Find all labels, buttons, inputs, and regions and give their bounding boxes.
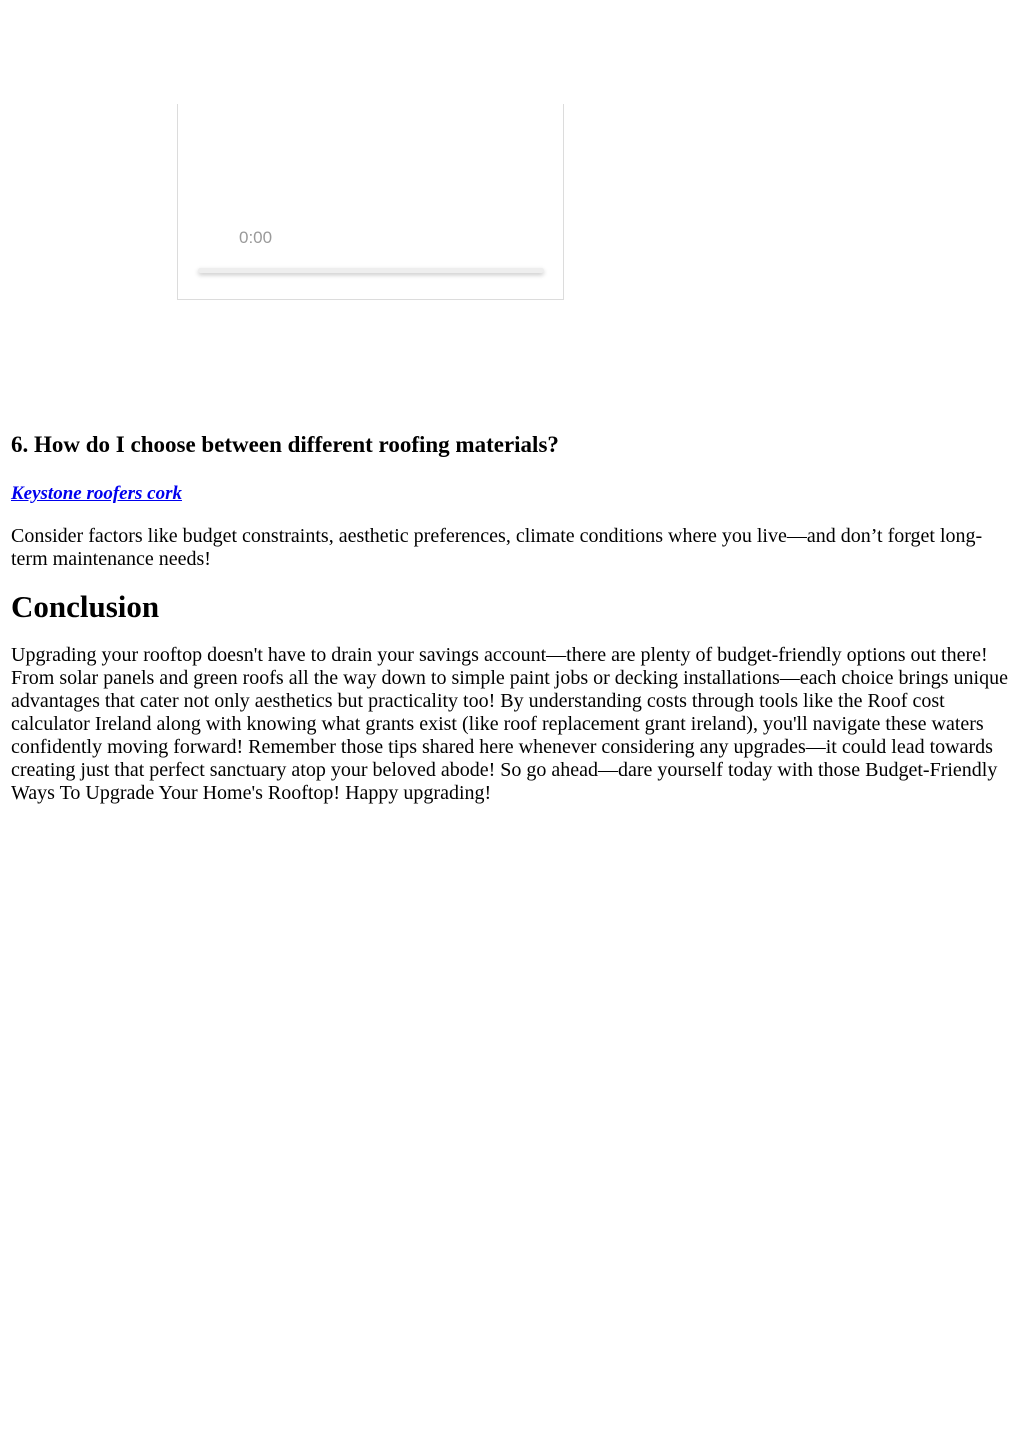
audio-player[interactable] (177, 104, 564, 300)
keystone-roofers-link[interactable]: Keystone roofers cork (11, 483, 182, 504)
media-current-time: 0:00 (239, 228, 273, 247)
faq-link-paragraph (11, 482, 1016, 505)
article-content (11, 431, 1016, 805)
faq-answer: Consider factors like budget constraints, aesthetic preferences, climate conditions where you live—and don’t forget long-term maintenance needs! (11, 525, 983, 570)
faq-question-heading: 6. How do I choose between different roofing materials? (11, 432, 559, 457)
media-progress-bar[interactable] (198, 268, 544, 273)
conclusion-paragraph: Upgrading your rooftop doesn't have to drain your savings account—there are plenty of budget-friendly options out there! From solar panels and green roofs all the way down to simple paint jobs or decking installations—each choice brings unique advantages that cater not only aesthetics but practicality too! By understanding costs through tools like the Roof cost calculator Ireland along with knowing what grants exist (like roof replacement grant ireland), you'll navigate these waters confidently moving forward! Remember those tips shared here whenever considering any upgrades—it could lead towards creating just that perfect sanctuary atop your beloved abode! So go ahead—dare yourself today with those Budget-Friendly Ways To Upgrade Your Home's Rooftop! Happy upgrading! (11, 644, 1008, 804)
conclusion-heading: Conclusion (11, 589, 160, 624)
